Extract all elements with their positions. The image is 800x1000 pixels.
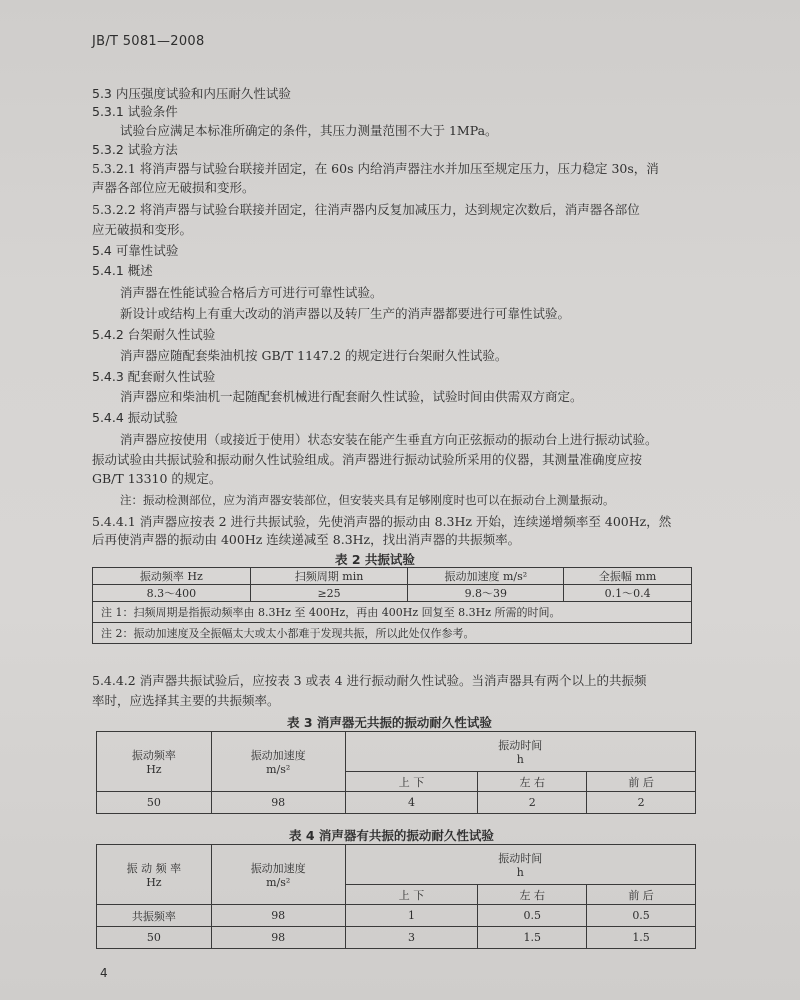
table-cell: 50 xyxy=(97,792,212,814)
paragraph: 振动试验由共振试验和振动耐久性试验组成。消声器进行振动试验所采用的仪器，其测量准确度应按 xyxy=(92,452,643,467)
header-unit: Hz xyxy=(146,876,162,889)
standard-header: JB/T 5081—2008 xyxy=(92,34,205,49)
table-header-cell: 上 下 xyxy=(345,772,478,792)
table-cell: 98 xyxy=(211,905,345,927)
table-row xyxy=(97,792,696,814)
table-2 xyxy=(92,567,692,644)
table-note: 注 1：扫频周期是指振动频率由 8.3Hz 至 400Hz，再由 400Hz 回复至 8.3Hz 所需的时间。 xyxy=(93,602,692,623)
note: 注：振动检测部位，应为消声器安装部位，但安装夹具有足够刚度时也可以在振动台上测量振动。 xyxy=(120,493,615,507)
table-header-cell: 左 右 xyxy=(478,885,587,905)
table-cell: ≥25 xyxy=(250,585,408,602)
paragraph: 消声器应随配套柴油机按 GB/T 1147.2 的规定进行台架耐久性试验。 xyxy=(120,348,508,363)
header-text: 振动时间 xyxy=(498,852,543,865)
header-unit: h xyxy=(516,753,524,766)
table-cell: 98 xyxy=(211,927,345,949)
table-cell: 2 xyxy=(587,792,696,814)
table-3 xyxy=(96,731,696,814)
section-5-4-2-heading: 5.4.2 台架耐久性试验 xyxy=(92,327,216,342)
header-text: 振动加速度 xyxy=(250,749,306,762)
table-header-cell: 全振幅 mm xyxy=(564,568,692,585)
header-text: 振 动 频 率 xyxy=(126,862,182,875)
table-header-cell: 左 右 xyxy=(478,772,587,792)
header-text: 振动加速度 xyxy=(250,862,306,875)
table-header-cell xyxy=(211,732,345,792)
table-cell: 4 xyxy=(345,792,478,814)
section-5-3-1-heading: 5.3.1 试验条件 xyxy=(92,104,178,119)
header-unit: m/s² xyxy=(266,763,291,776)
paragraph: 消声器应和柴油机一起随配套机械进行配套耐久性试验，试验时间由供需双方商定。 xyxy=(120,389,583,404)
table-cell: 1.5 xyxy=(478,927,587,949)
paragraph: 5.4.4.1 消声器应按表 2 进行共振试验，先使消声器的振动由 8.3Hz 开始，连续递增频率至 400Hz，然 xyxy=(92,514,672,529)
table-header-cell: 上 下 xyxy=(345,885,478,905)
paragraph: 新设计或结构上有重大改动的消声器以及转厂生产的消声器都要进行可靠性试验。 xyxy=(120,306,571,321)
table-row xyxy=(93,568,692,585)
table-header-cell: 振动加速度 m/s² xyxy=(408,568,564,585)
table-cell: 3 xyxy=(345,927,478,949)
table-3-caption: 表 3 消声器无共振的振动耐久性试验 xyxy=(287,715,492,730)
header-unit: Hz xyxy=(146,763,162,776)
header-text: 振动频率 xyxy=(131,749,176,762)
paragraph: 5.4.4.2 消声器共振试验后，应按表 3 或表 4 进行振动耐久性试验。当消声器具有两个以上的共振频 xyxy=(92,673,647,688)
table-row xyxy=(97,905,696,927)
table-note: 注 2：振动加速度及全振幅太大或太小都难于发现共振，所以此处仅作参考。 xyxy=(93,623,692,644)
table-cell: 0.5 xyxy=(587,905,696,927)
table-4-caption: 表 4 消声器有共振的振动耐久性试验 xyxy=(289,828,494,843)
section-5-3-2-heading: 5.3.2 试验方法 xyxy=(92,142,178,157)
table-cell: 共振频率 xyxy=(97,905,212,927)
table-row xyxy=(97,732,696,772)
header-unit: m/s² xyxy=(266,876,291,889)
paragraph: GB/T 13310 的规定。 xyxy=(92,471,222,486)
table-header-cell xyxy=(211,845,345,905)
section-5-4-4-heading: 5.4.4 振动试验 xyxy=(92,410,178,425)
table-header-cell xyxy=(345,845,695,885)
table-header-cell xyxy=(97,845,212,905)
table-row xyxy=(97,845,696,885)
table-cell: 2 xyxy=(478,792,587,814)
paragraph: 消声器应按使用（或接近于使用）状态安装在能产生垂直方向正弦振动的振动台上进行振动试验。 xyxy=(120,432,658,447)
paragraph: 应无破损和变形。 xyxy=(92,222,193,237)
table-note-row xyxy=(93,623,692,644)
table-cell: 0.1～0.4 xyxy=(564,585,692,602)
table-note-row xyxy=(93,602,692,623)
paragraph: 后再使消声器的振动由 400Hz 连续递减至 8.3Hz，找出消声器的共振频率。 xyxy=(92,532,521,547)
table-cell: 8.3～400 xyxy=(93,585,251,602)
section-5-4-3-heading: 5.4.3 配套耐久性试验 xyxy=(92,369,216,384)
table-cell: 1.5 xyxy=(587,927,696,949)
table-cell: 50 xyxy=(97,927,212,949)
header-text: 振动时间 xyxy=(498,739,543,752)
paragraph: 率时，应选择其主要的共振频率。 xyxy=(92,693,280,708)
table-row xyxy=(97,927,696,949)
page-number: 4 xyxy=(100,966,108,980)
paragraph: 5.3.2.1 将消声器与试验台联接并固定，在 60s 内给消声器注水并加压至规定压力，压力稳定 30s，消 xyxy=(92,161,659,176)
table-cell: 9.8～39 xyxy=(408,585,564,602)
table-header-cell: 振动频率 Hz xyxy=(93,568,251,585)
section-5-3-heading: 5.3 内压强度试验和内压耐久性试验 xyxy=(92,86,291,101)
table-cell: 0.5 xyxy=(478,905,587,927)
table-cell: 1 xyxy=(345,905,478,927)
table-cell: 98 xyxy=(211,792,345,814)
table-header-cell: 前 后 xyxy=(587,885,696,905)
table-2-caption: 表 2 共振试验 xyxy=(335,552,415,567)
paragraph: 试验台应满足本标准所确定的条件，其压力测量范围不大于 1MPa。 xyxy=(120,123,498,138)
paragraph: 声器各部位应无破损和变形。 xyxy=(92,180,255,195)
table-header-cell xyxy=(345,732,695,772)
header-unit: h xyxy=(516,866,524,879)
table-header-cell: 扫频周期 min xyxy=(250,568,408,585)
paragraph: 消声器在性能试验合格后方可进行可靠性试验。 xyxy=(120,285,383,300)
section-5-4-heading: 5.4 可靠性试验 xyxy=(92,243,179,258)
table-header-cell xyxy=(97,732,212,792)
section-5-4-1-heading: 5.4.1 概述 xyxy=(92,263,153,278)
table-header-cell: 前 后 xyxy=(587,772,696,792)
table-4 xyxy=(96,844,696,949)
table-row xyxy=(93,585,692,602)
paragraph: 5.3.2.2 将消声器与试验台联接并固定，往消声器内反复加减压力，达到规定次数后，消声器各部位 xyxy=(92,202,640,217)
